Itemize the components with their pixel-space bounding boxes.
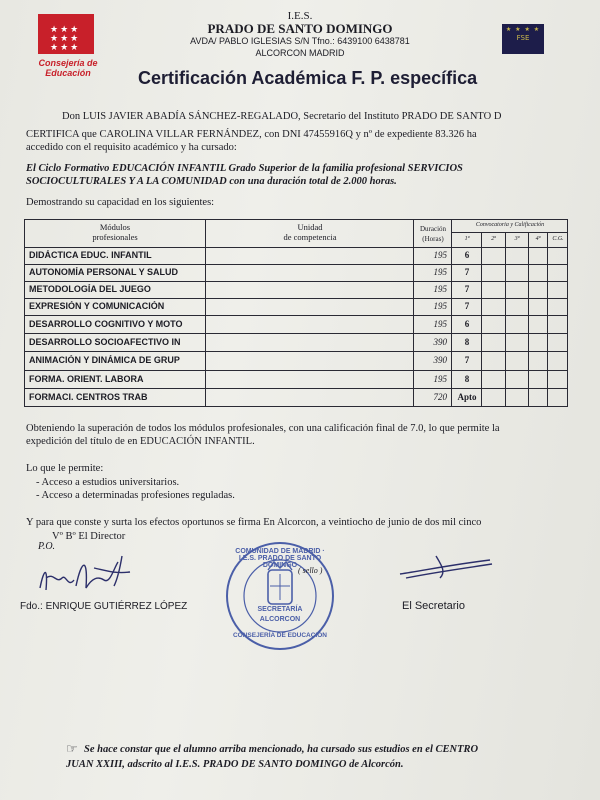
permits-heading: Lo que le permite: — [26, 463, 104, 474]
school-name: PRADO DE SANTO DOMINGO — [207, 21, 393, 36]
footnote-line-2: JUAN XXIII, adscrito al I.E.S. PRADO DE SANTO DOMINGO de Alcorcón. — [66, 759, 404, 770]
seal-inner-2: ALCORCON — [259, 616, 301, 623]
cycle-line-1: El Ciclo Formativo EDUCACIÓN INFANTIL Grado Superior de la familia profesional SERVICIOS — [26, 163, 463, 174]
result-line-1: Obteniendo la superación de todos los módulos profesionales, con una calificación final de 7.0, lo que permite la — [26, 423, 500, 434]
secretary-label: El Secretario — [402, 600, 465, 612]
school-city: ALCORCON MADRID — [255, 48, 345, 58]
permit-item: - Acceso a estudios universitarios. — [36, 477, 180, 488]
permit-item: - Acceso a determinadas profesiones reguladas. — [36, 490, 235, 501]
result-line-2: expedición del título de en EDUCACIÓN INFANTIL. — [26, 436, 255, 447]
call-label: 4ª — [535, 236, 541, 242]
seal-label: ( sello ) — [298, 566, 323, 575]
modules-table: Módulos profesionales Unidad de competencia Duración (Horas) Convocatoria y Calificación 1ª 2ª 3ª 4ª C.G. DIDÁCTICA EDUC. INFANTIL 195 6 AUTONOMÍA PERSONAL Y SALUD 195 7 METODOLOGÍA DEL JUEGO 195 7 EXPRESIÓN Y COMUNICACIÓN 195 7 DESARROLLO COGNITIVO Y MOTO 195 6 DESARROLLO SOCIOAFECTIVO IN 390 8 ANIMACIÓN Y DINÁMICA DE GRUP 390 7 FORMA. ORIENT. LABORA 195 8 FORMACI. CENTROS TRAB 720 Apto — [24, 219, 568, 407]
seal-outer-text: COMUNIDAD DE MADRID · I.E.S. PRADO DE SANTO DOMINGO — [235, 548, 325, 569]
seal-bottom-text: CONSEJERÍA DE EDUCACIÓN — [232, 632, 328, 639]
page-title: Certificación Académica F. P. específica — [138, 68, 478, 88]
director-name: Fdo.: ENRIQUE GUTIÉRREZ LÓPEZ — [20, 601, 188, 612]
secretary-signature — [396, 550, 496, 584]
col-unit-header: Unidad de competencia — [283, 222, 337, 242]
hand-pointer-icon: ☞ — [66, 741, 78, 756]
call-label: 2ª — [491, 236, 496, 242]
madrid-logo-stars-icon: ★★★ ★★★ ★★★ — [50, 25, 81, 53]
col-duration-header: Duración (Horas) — [419, 225, 447, 243]
eu-stars-icon: ★ ★ ★ ★ — [505, 26, 541, 33]
cycle-line-2: SOCIOCULTURALES Y A LA COMUNIDAD con una duración total de 2.000 horas. — [26, 176, 397, 187]
region-logo-caption: Consejería de Educación — [38, 58, 98, 78]
call-label: C.G. — [552, 236, 564, 242]
call-label: 3ª — [514, 236, 520, 242]
access-line: accedido con el requisito académico y ha cursado: — [26, 142, 237, 153]
col-modules-header: Módulos profesionales — [92, 222, 138, 242]
po-mark: P.O. — [38, 541, 56, 552]
certifies-line: CERTIFICA que CAROLINA VILLAR FERNÁNDEZ, con DNI 47455916Q y nº de expediente 83.326 ha — [26, 129, 477, 140]
closing-line: Y para que conste y surta los efectos oportunos se firma En Alcorcon, a veintiocho de junio de dos mil cinco — [26, 517, 482, 528]
eu-fund-label: FSE — [516, 34, 530, 42]
call-label: 1ª — [464, 236, 470, 242]
secretary-line: Don LUIS JAVIER ABADÍA SÁNCHEZ-REGALADO, Secretario del Instituto PRADO DE SANTO D — [62, 111, 502, 122]
footnote-line-1: Se hace constar que el alumno arriba mencionado, ha cursado sus estudios en el CENTRO — [84, 744, 479, 755]
director-label: Vº Bº El Director — [52, 531, 126, 542]
director-signature — [34, 548, 144, 598]
col-calls-header: Convocatoria y Calificación — [475, 222, 545, 228]
school-address: AVDA/ PABLO IGLESIAS S/N Tfno.: 6439100 6438781 — [190, 36, 410, 46]
seal-inner-1: SECRETARÍA — [257, 606, 303, 613]
school-abbrev: I.E.S. — [287, 10, 313, 22]
demonstrating-line: Demostrando su capacidad en los siguientes: — [26, 197, 215, 208]
